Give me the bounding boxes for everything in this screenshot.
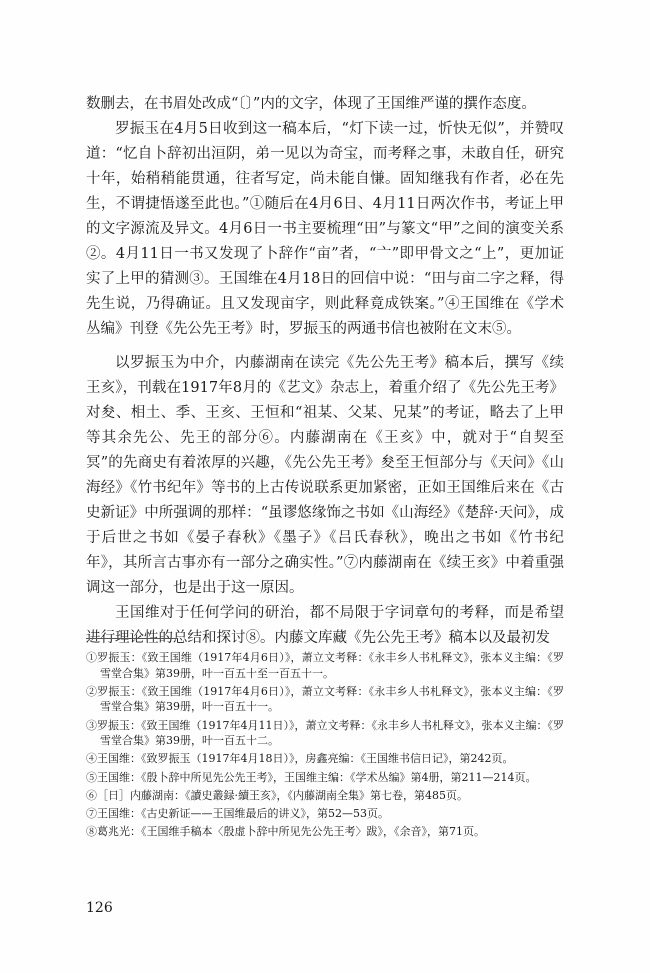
footnote-8: ⑧葛兆光：《王国维手稿本〈殷虚卜辞中所见先公先王考〉跋》，《余音》，第71页。 bbox=[86, 825, 485, 839]
paragraph-4: 王国维对于任何学问的研治，都不局限于字词章句的考释，而是希望进行理论性的总结和探讨⑧。内藤文库藏《先公先王考》稿本以及最初发 bbox=[86, 605, 564, 646]
paragraph-2: 罗振玉在4月5日收到这一稿本后，“灯下读一过，忻快无似”，并赞叹道：“忆自卜辞初出洹阴，弟一见以为奇宝，而考释之事，未敢自任，研究十年，始稍稍能贯通，往者写定，尚未能自慊。固知继我有作者，必在先生，不谓捷悟遂至此也。”①随后在4月6日、4月11日两次作书，考证上甲的文字源流及异文。4月6日一书主要梳理“田”与篆文“甲”之间的演变关系②。4月11日一书又发现了卜辞作“亩”者，“亠”即甲骨文之“上”，更加证实了上甲的猜测③。王国维在4月18日的回信中说：“田与亩二字之释，得先生说，乃得确证。且又发现亩字，则此释竟成铁案。”④王国维在《学术丛编》刊登《先公先王考》时，罗振玉的两通书信也被附在文末⑤。 bbox=[86, 121, 564, 337]
page-number: 126 bbox=[86, 900, 113, 916]
paragraph-1: 数删去，在书眉处改成“〔〕”内的文字，体现了王国维严谨的撰作态度。 bbox=[86, 96, 536, 112]
footnote-7: ⑦王国维：《古史新证——王国维最后的讲义》，第52—53页。 bbox=[86, 806, 389, 820]
main-text bbox=[86, 92, 564, 651]
footnote-separator bbox=[86, 638, 178, 639]
footnote-2: ②罗振玉：《致王国维（1917年4月6日）》，萧立文考释：《永丰乡人书札释文》，张本义主编：《罗雪堂合集》第39册，叶一百五十一。 bbox=[86, 684, 564, 714]
footnote-3: ③罗振玉：《致王国维（1917年4月11日）》，萧立文考释：《永丰乡人书札释文》，张本义主编：《罗雪堂合集》第39册，叶一百五十二。 bbox=[86, 718, 564, 748]
footnotes bbox=[86, 650, 564, 842]
footnote-5: ⑤王国维：《殷卜辞中所见先公先王考》，王国维主编：《学术丛编》第4册，第211—214页。 bbox=[86, 770, 537, 784]
footnote-6: ⑥［日］内藤湖南：《讀史叢録·續王亥》，《内藤湖南全集》第七卷，第485页。 bbox=[86, 788, 468, 802]
paragraph-3: 以罗振玉为中介，内藤湖南在读完《先公先王考》稿本后，撰写《续王亥》，刊载在1917年8月的《艺文》杂志上，着重介绍了《先公先王考》对夋、相土、季、王亥、王恒和“祖某、父某、兄某”的考证，略去了上甲等其余先公、先王的部分⑥。内藤湖南在《王亥》中，就对于“自契至冥”的先商史有着浓厚的兴趣，《先公先王考》夋至王恒部分与《天问》《山海经》《竹书纪年》等书的上古传说联系更加紧密，正如王国维后来在《古史新证》中所强调的那样：“虽谬悠缘饰之书如《山海经》《楚辞·天问》，成于后世之书如《晏子春秋》《墨子》《吕氏春秋》，晚出之书如《竹书纪年》，其所言古事亦有一部分之确实性。”⑦内藤湖南在《续王亥》中着重强调这一部分，也是出于这一原因。 bbox=[86, 355, 564, 596]
footnote-4: ④王国维：《致罗振玉（1917年4月18日）》，房鑫亮编：《王国维书信日记》，第242页。 bbox=[86, 752, 514, 766]
footnote-1: ①罗振玉：《致王国维（1917年4月6日）》，萧立文考释：《永丰乡人书札释文》，张本义主编：《罗雪堂合集》第39册，叶一百五十至一百五十一。 bbox=[86, 651, 564, 680]
